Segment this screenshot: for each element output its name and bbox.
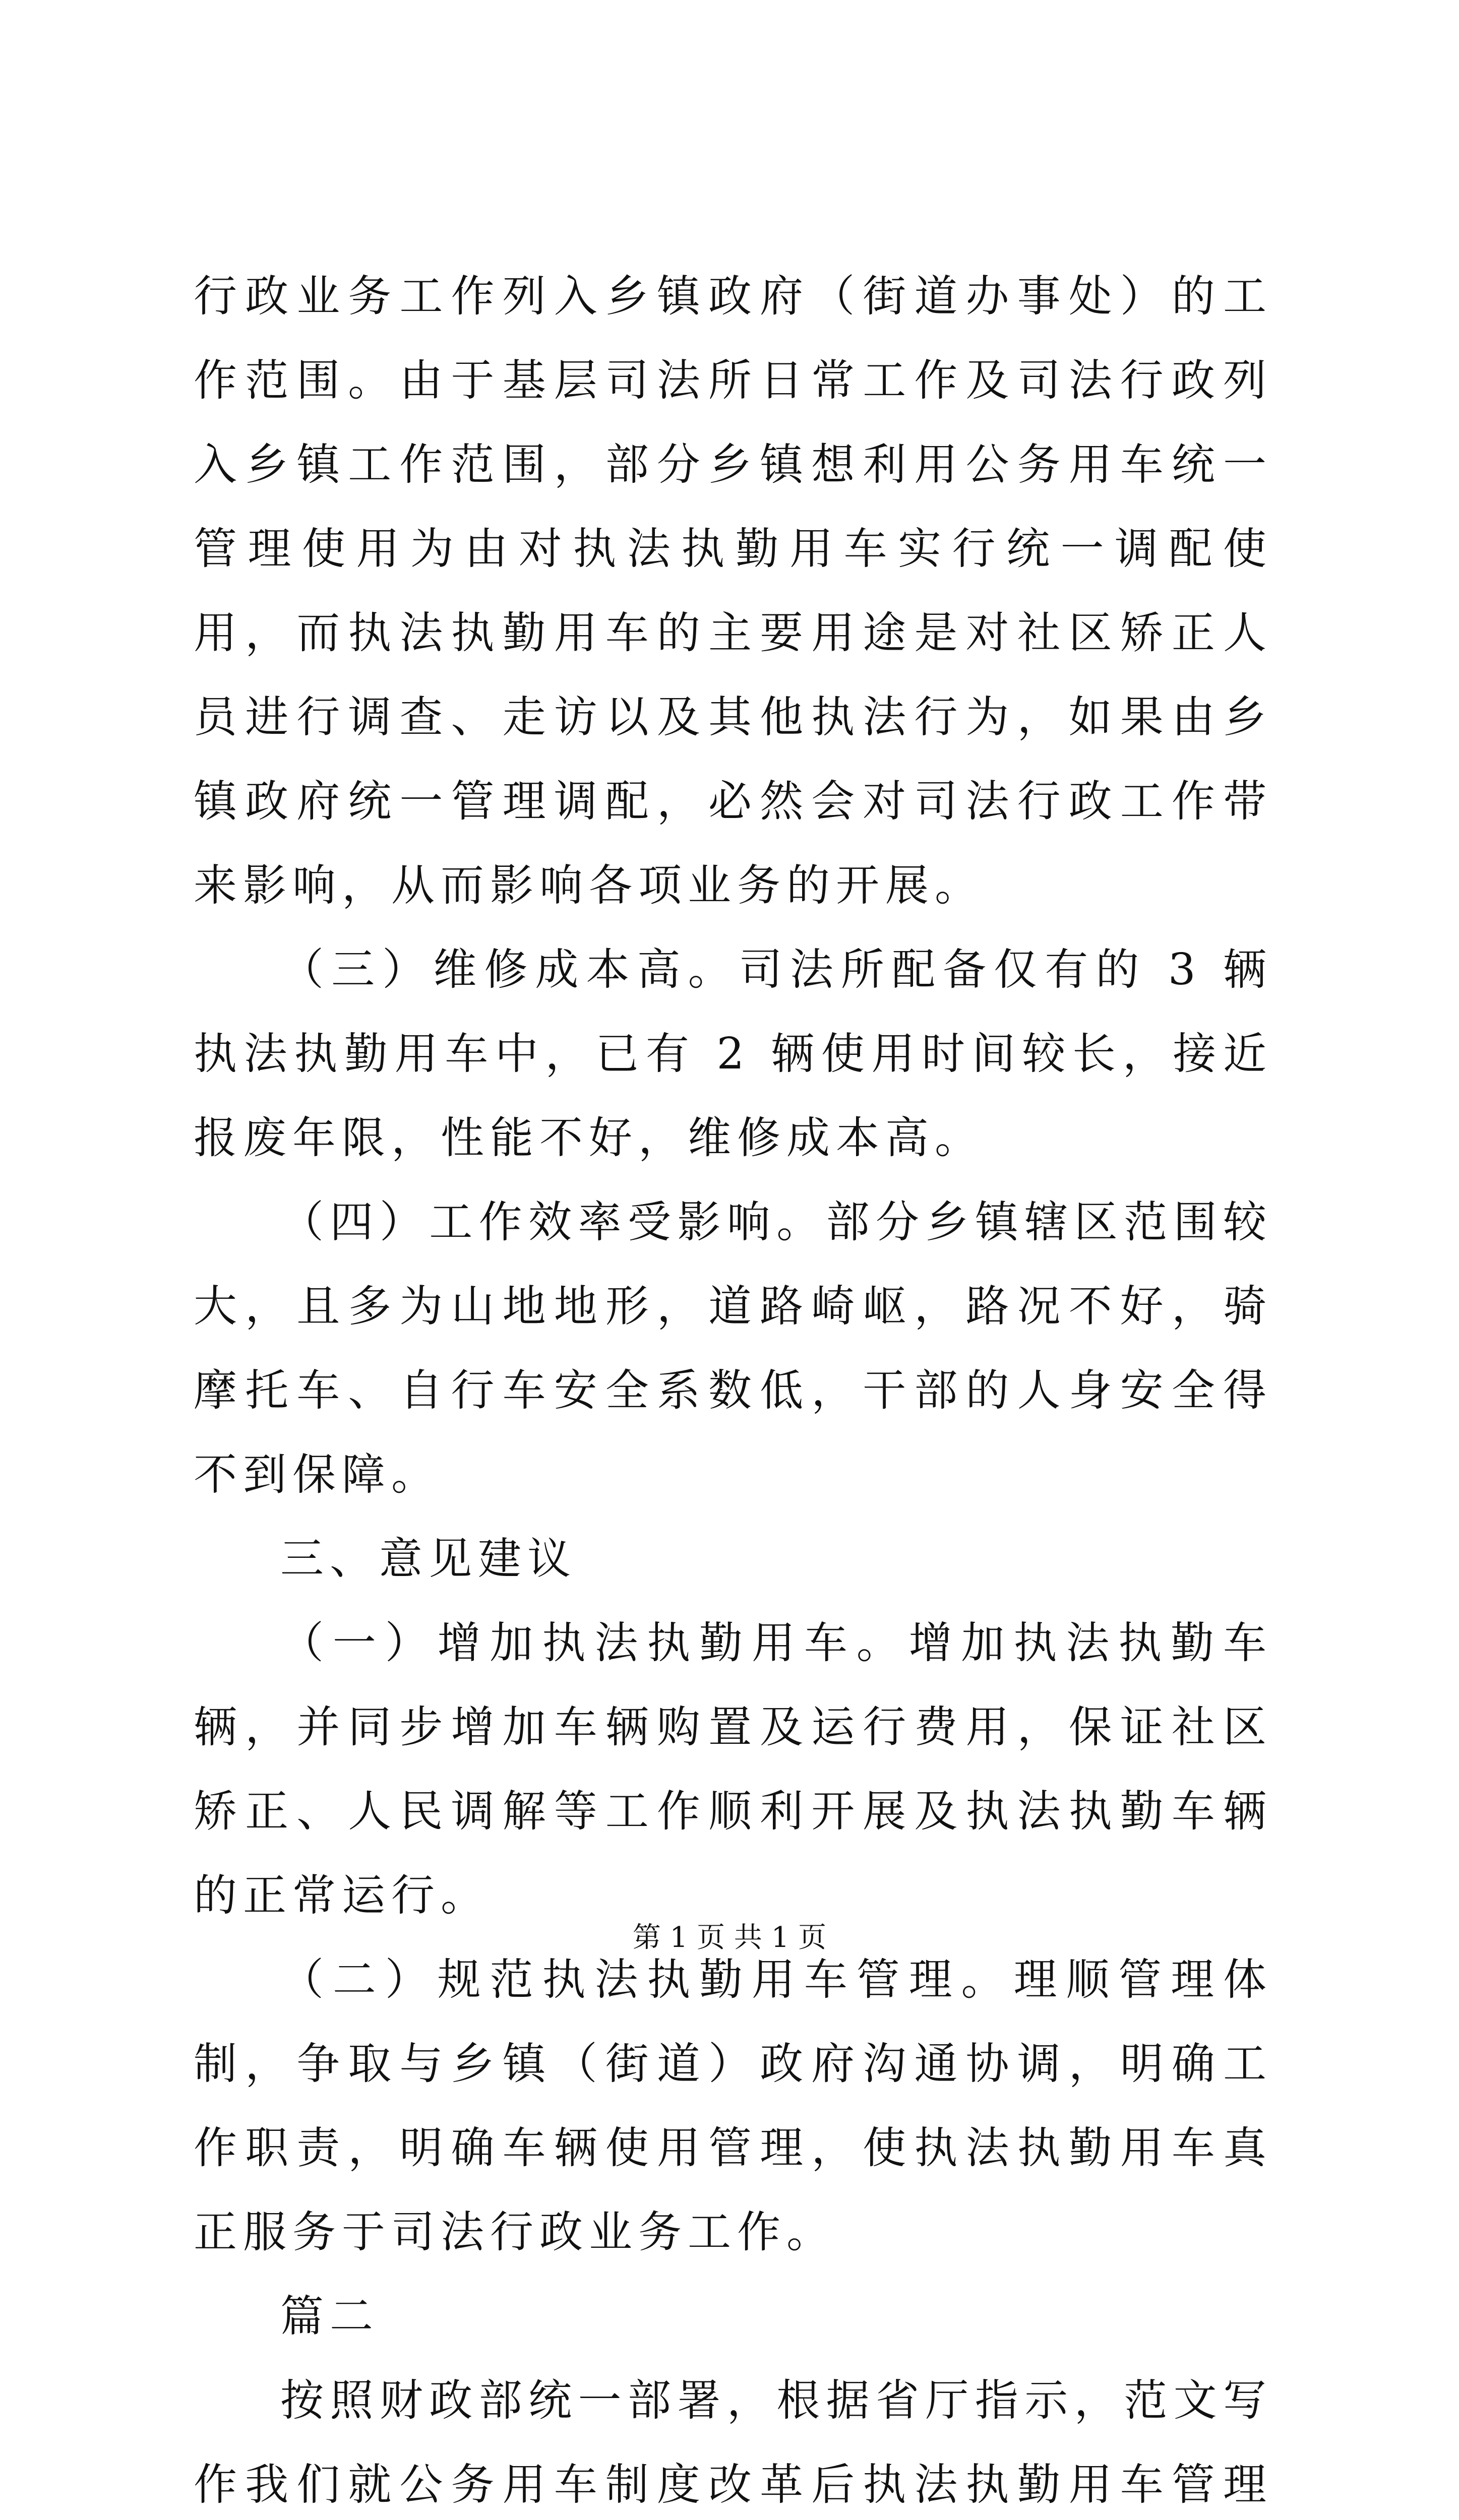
section-heading: 三、意见建议	[280, 1534, 577, 1584]
paragraph-3: （四）工作效率受影响。部分乡镇辖区范围较大，且多为山地地形，道路崎岖，路况不好，骑摩托车、自行车安全系数低，干部的人身安全得不到保障。	[194, 1197, 1272, 1500]
paragraph-5: （二）规范执法执勤用车管理。理顺管理体制，争取与乡镇（街道）政府沟通协调，明确工作职责，明确车辆使用管理，使执法执勤用车真正服务于司法行政业务工作。	[194, 1955, 1272, 2257]
chapter-heading: 篇二	[280, 2291, 379, 2342]
paragraph-2: （三）维修成本高。司法所配备仅有的 3 辆执法执勤用车中，已有 2 辆使用时间较长，接近报废年限，性能不好，维修成本高。	[194, 944, 1272, 1163]
paragraph-1: 行政业务工作列入乡镇政府（街道办事处）的工作范围。由于基层司法所日常工作及司法行政列入乡镇工作范围，部分乡镇想利用公务用车统一管理使用为由对执法执勤用车实行统一调配使用，而执法执勤用车的主要用途是对社区矫正人员进行调查、走访以及其他执法行为，如果由乡镇政府统一管理调配，必然会对司法行政工作带来影响，从而影响各项业务的开展。	[194, 271, 1272, 911]
page-footer: 第 1 页 共 1 页	[632, 1921, 827, 1954]
paragraph-4: （一）增加执法执勤用车。增加执法执勤车辆，并同步增加车辆购置及运行费用，保证社区矫正、人民调解等工作顺利开展及执法执勤车辆的正常运行。	[194, 1618, 1272, 1921]
document-body	[194, 255, 1272, 2520]
paragraph-6: 按照财政部统一部署，根据省厅指示，范文写作我们就公务用车制度改革后执法执勤用车管理	[194, 2375, 1272, 2510]
